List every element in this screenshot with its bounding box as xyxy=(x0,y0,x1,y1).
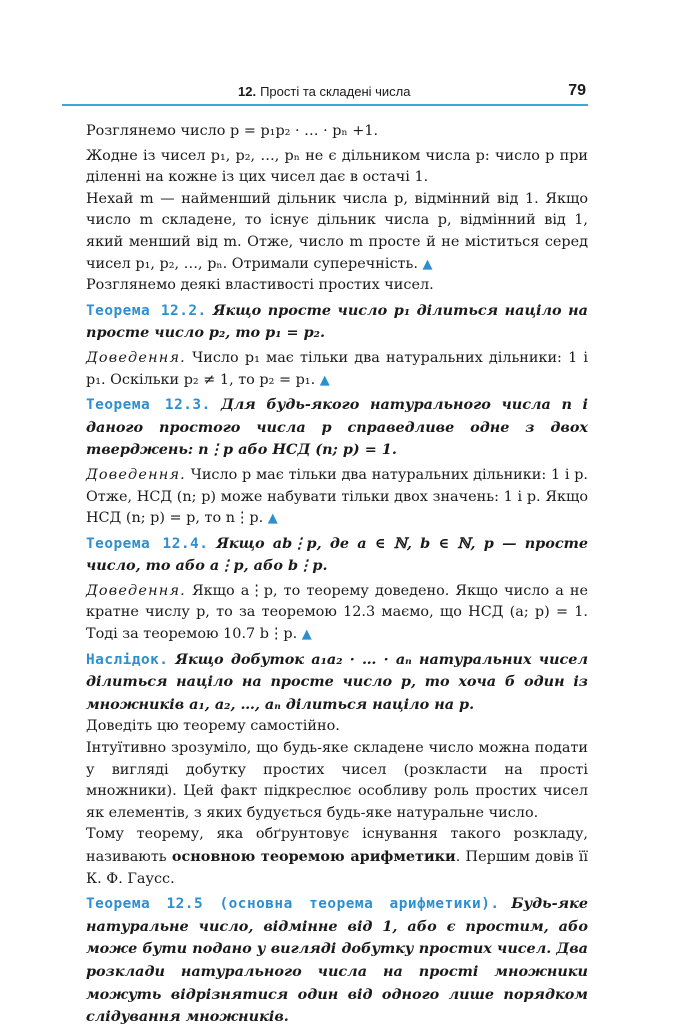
theorem-12-4 xyxy=(86,533,588,578)
paragraph-text: . Першим довів її К. Ф. Гаусс. xyxy=(86,849,589,887)
paragraph-text: Тому теорему, яка обґрунтовує існування такого розкладу, називають xyxy=(86,826,588,865)
proof-12-4 xyxy=(86,581,588,646)
corollary-statement: Якщо добуток a₁a₂ · … · aₙ натуральних чисел ділиться націло на просте число p, то хоча б один із множників a₁, a₂, …, aₙ ділиться націло на p. xyxy=(86,650,588,713)
end-of-proof-icon: ▲ xyxy=(267,511,278,527)
paragraph-text: Доведіть цю теорему самостійно. xyxy=(86,718,340,735)
proof-text: Число p₁ має тільки два натуральних дільники: 1 і p₁. Оскільки p₂ ≠ 1, то p₂ = p₁. xyxy=(86,349,588,388)
paragraph-prove-yourself xyxy=(86,716,588,738)
page-body xyxy=(86,121,588,1029)
theorem-title: Теорема 12.3. xyxy=(86,397,211,414)
theorem-title: Теорема 12.2. xyxy=(86,302,207,319)
proof-label: Доведення. xyxy=(86,349,186,366)
paragraph-no-divisor xyxy=(86,146,588,189)
end-of-proof-icon: ▲ xyxy=(301,627,312,643)
theorem-12-3 xyxy=(86,394,588,462)
paragraph-text: Жодне із чисел p₁, p₂, …, pₙ не є дільником числа p: число p при діленні на кожне із цих чисел дає в остачі 1. xyxy=(86,147,588,186)
header-divider xyxy=(62,104,588,106)
proof-text: Число p має тільки два натуральних дільники: 1 і p. Отже, НСД (n; p) може набувати тільки двох значень: 1 і p. Якщо НСД (n; p) = p, то n⋮p. xyxy=(86,466,588,527)
paragraph-text: Розглянемо число p = p₁p₂ · … · pₙ +1. xyxy=(86,123,379,139)
theorem-statement: Якщо ab⋮p, де a ∈ ℕ, b ∈ ℕ, p — просте число, то або a⋮p, або b⋮p. xyxy=(86,534,588,575)
paragraph-text: Нехай m — найменший дільник числа p, відмінний від 1. Якщо число m складене, то існує дільник числа p, відмінний від 1, який менший від m. Отже, число m просте й не міститься серед чисел p₁, p₂, …, pₙ. Отримали суперечність. xyxy=(86,190,588,272)
paragraph-intuition xyxy=(86,738,588,824)
end-of-proof-icon: ▲ xyxy=(319,372,330,388)
theorem-12-2 xyxy=(86,300,588,345)
proof-label: Доведення. xyxy=(86,582,186,599)
end-of-proof-icon: ▲ xyxy=(422,256,433,272)
paragraph-consider-number xyxy=(86,121,588,143)
proof-label: Доведення. xyxy=(86,466,186,483)
proof-12-3 xyxy=(86,465,588,530)
chapter-title: Прості та складені числа xyxy=(260,84,411,99)
theorem-statement: Якщо просте число p₁ ділиться націло на просте число p₂, то p₁ = p₂. xyxy=(86,301,588,342)
theorem-title: Теорема 12.4. xyxy=(86,535,209,552)
page-header xyxy=(62,82,588,102)
paragraph-fundamental-theorem xyxy=(86,824,588,890)
paragraph-contradiction xyxy=(86,189,588,275)
theorem-title: Теорема 12.5 (основна теорема арифметики). xyxy=(86,896,500,913)
paragraph-text: Розглянемо деякі властивості простих чисел. xyxy=(86,277,434,294)
proof-text: Якщо a⋮p, то теорему доведено. Якщо число a не кратне числу p, то за теоремою 12.3 маємо, що НСД (a; p) = 1. Тоді за теоремою 10.7 b⋮p. xyxy=(86,582,588,643)
chapter-heading xyxy=(238,84,410,99)
paragraph-text: Інтуїтивно зрозуміло, що будь-яке складене число можна подати у вигляді добутку простих чисел (розкласти на прості множники). Цей факт підкреслює особливу роль простих чисел як елементів, з яких будується будь-яке натуральне число. xyxy=(86,740,588,821)
chapter-number: 12. xyxy=(238,84,257,99)
theorem-statement: Будь-яке натуральне число, відмінне від 1, або є простим, або може бути подано у вигляді добутку простих чисел. Два розклади натурального числа на прості множники можуть відрізнятися один від одного лише порядком слідування множників. xyxy=(86,895,588,1026)
term-fundamental-theorem: основною теоремою арифметики xyxy=(171,848,456,865)
corollary-title: Наслідок. xyxy=(86,651,169,668)
page-number: 79 xyxy=(568,82,586,99)
theorem-12-5 xyxy=(86,893,588,1029)
theorem-statement: Для будь-якого натурального числа n і даного простого числа p справедливе одне з двох тверджень: n⋮p або НСД (n; p) = 1. xyxy=(86,396,589,459)
proof-12-2 xyxy=(86,348,588,391)
corollary xyxy=(86,649,588,717)
paragraph-properties-intro xyxy=(86,275,588,297)
